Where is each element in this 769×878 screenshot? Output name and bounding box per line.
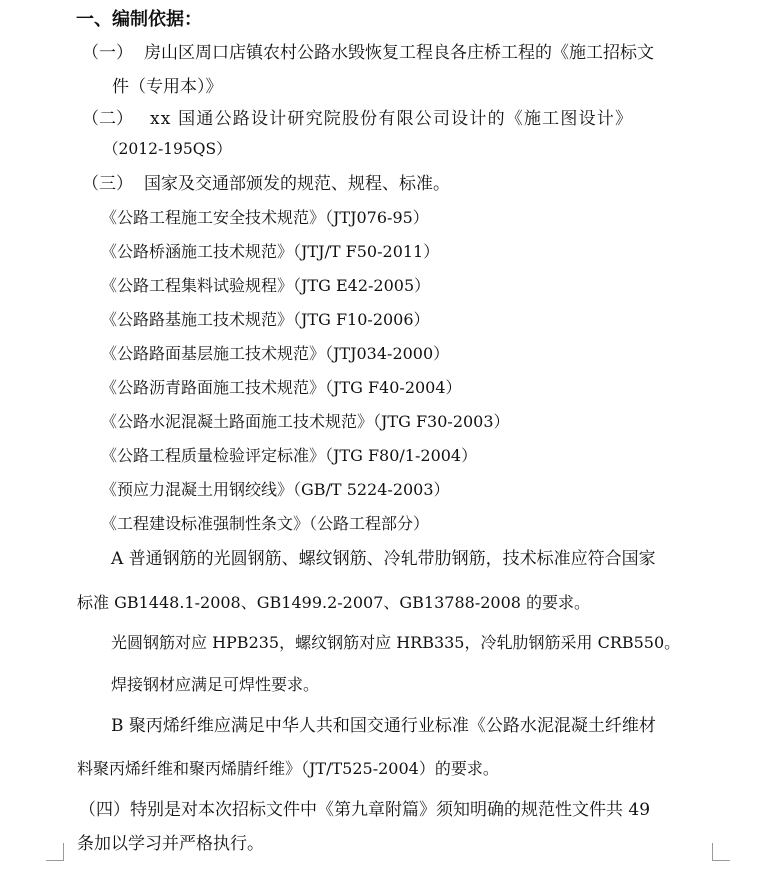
margin-corner-mark-left [46,843,64,861]
basis-item-4-line-2: 条加以学习并严格执行。 [77,834,264,854]
basis-item-2-line-1: xx 国通公路设计研究院股份有限公司设计的《施工图设计》 [150,109,634,129]
standard-item: 《公路路基施工技术规范》（JTG F10-2006） [101,310,430,329]
basis-item-1-line-2: 件（专用本）》 [112,77,223,97]
standard-item: 《公路工程集料试验规程》（JTG E42-2005） [101,276,431,295]
standard-item: 《公路工程施工安全技术规范》（JTJ076-95） [101,208,429,227]
paragraph-b-line-2: 料聚丙烯纤维和聚丙烯腈纤维》（JT/T525-2004）的要求。 [77,759,499,778]
paragraph-steel-grades: 光圆钢筋对应 HPB235，螺纹钢筋对应 HRB335，冷轧肋钢筋采用 CRB550。 [111,633,681,652]
paragraph-b-line-1: B 聚丙烯纤维应满足中华人共和国交通行业标准《公路水泥混凝土纤维材 [111,716,656,736]
margin-corner-mark-right [712,843,730,861]
standard-item: 《公路沥青路面施工技术规范》（JTG F40-2004） [101,378,462,397]
standard-item: 《公路工程质量检验评定标准》（JTG F80/1-2004） [101,446,478,465]
standard-item: 《公路路面基层施工技术规范》（JTJ034-2000） [101,344,450,363]
standard-item: 《公路桥涵施工技术规范》（JTJ/T F50-2011） [101,242,440,261]
basis-item-2-number: （二） [82,109,133,129]
section-heading: 一、编制依据： [76,9,202,30]
standard-item: 《公路水泥混凝土路面施工技术规范》（JTG F30-2003） [101,412,510,431]
standard-item: 《预应力混凝土用钢绞线》（GB/T 5224-2003） [101,480,450,499]
basis-item-2-line-2: （2012-195QS） [103,140,232,158]
paragraph-a-line-2: 标准 GB1448.1-2008、GB1499.2-2007、GB13788-2008 的要求。 [77,593,591,612]
basis-item-1-line-1: 房山区周口店镇农村公路水毁恢复工程良各庄桥工程的《施工招标文 [144,43,654,63]
paragraph-welding: 焊接钢材应满足可焊性要求。 [111,675,320,694]
basis-item-4-line-1: （四）特别是对本次招标文件中《第九章附篇》须知明确的规范性文件共 49 [79,800,651,820]
basis-item-3-number: （三） [82,174,133,194]
basis-item-1-number: （一） [82,43,133,63]
basis-item-3-text: 国家及交通部颁发的规范、规程、标准。 [144,174,450,194]
standard-item: 《工程建设标准强制性条文》（公路工程部分） [101,514,430,533]
paragraph-a-line-1: A 普通钢筋的光圆钢筋、螺纹钢筋、冷轧带肋钢筋，技术标准应符合国家 [111,549,656,569]
